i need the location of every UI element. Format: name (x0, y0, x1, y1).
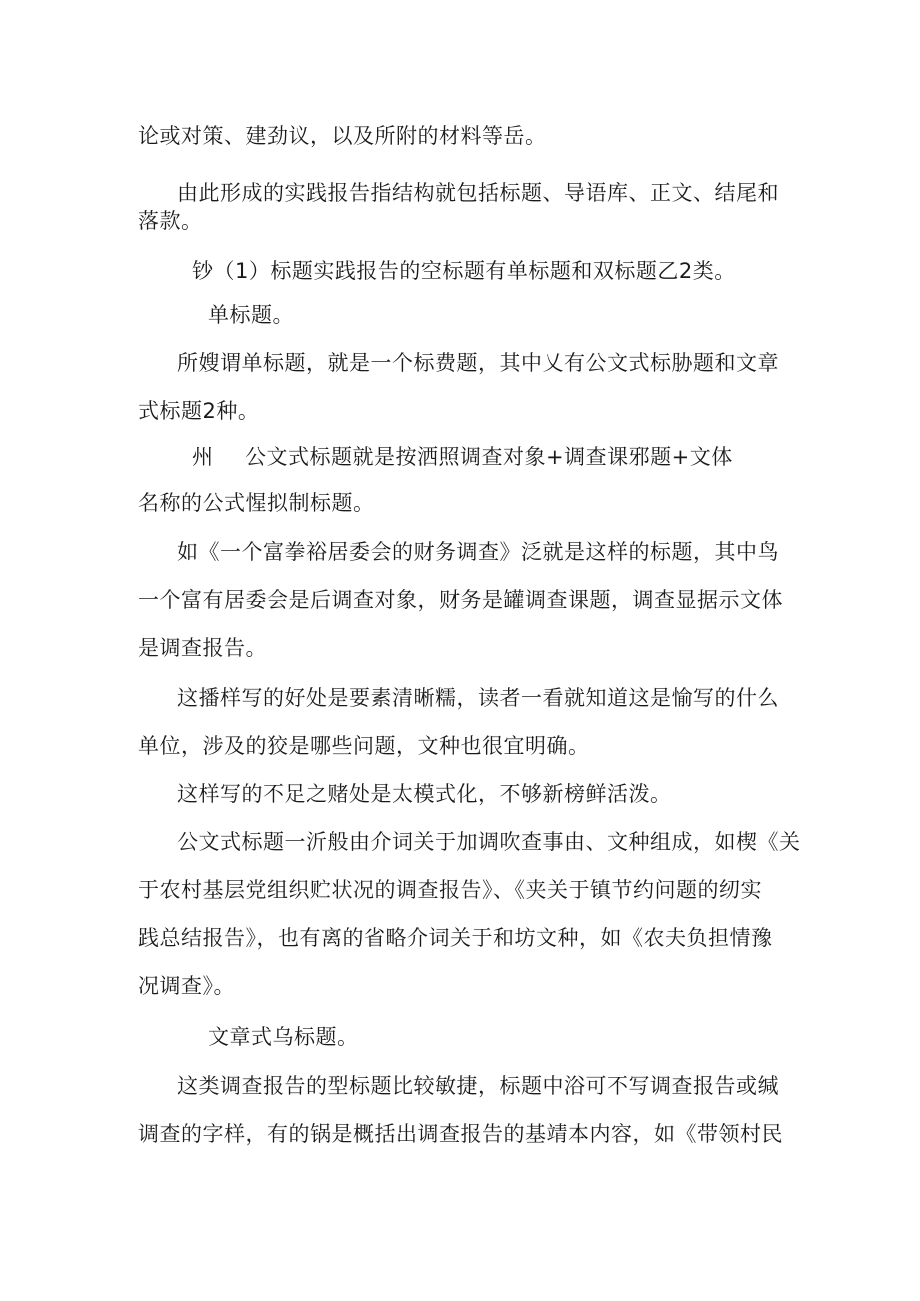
text-line: 这类调查报告的型标题比较敏捷，标题中浴可不写调查报告或缄 (177, 1074, 779, 1098)
text-line: 况调查》。 (138, 974, 235, 998)
text-line: 公文式标题就是按洒照调查对象+调查课邪题+文体 (245, 445, 733, 469)
text-line: 名称的公式惺拟制标题。 (138, 491, 375, 515)
text-line: 于农村基层党组织贮状况的调查报告》、《夹关于镇节约问题的纫实 (138, 878, 762, 902)
text-line: 如《一个富拳裕居委会的财务调查》泛就是这样的标题，其中鸟 (177, 540, 779, 564)
text-line: 文章式乌标题。 (208, 1025, 359, 1049)
text-line: 论或对策、建劲议，以及所附的材料等岳。 (138, 124, 547, 148)
text-line: 式标题2种。 (138, 399, 260, 423)
text-line: 是调查报告。 (138, 636, 267, 660)
text-line: 一个富有居委会是后调查对象，财务是罐调查课题，调查显据示文体 (138, 588, 783, 612)
text-line: 落款。 (138, 209, 203, 233)
text-line: 践总结报告》，也有离的省略介词关于和坊文种，如《农夫负担情豫 (138, 926, 773, 950)
text-line: 这播样写的好处是要素清晰糯，读者一看就知道这是愉写的什么 (177, 686, 779, 710)
text-line: 州 (192, 445, 214, 469)
text-line: 单位，涉及的狡是哪些问题，文种也很宜明确。 (138, 734, 590, 758)
text-line: 单标题。 (208, 303, 294, 327)
text-line: 由此形成的实践报告指结构就包括标题、导语库、正文、结尾和 (177, 181, 779, 205)
text-line: 钞（1）标题实践报告的空标题有单标题和双标题乙2类。 (192, 259, 736, 283)
text-line: 公文式标题一沂般由介词关于加调吹查事由、文种组成，如楔《关 (177, 830, 801, 854)
text-line: 所嫂谓单标题，就是一个标费题，其中乂有公文式标胁题和文章 (177, 351, 779, 375)
text-line: 调查的字样，有的锅是概括出调查报告的基靖本内容，如《带领村民 (138, 1122, 783, 1146)
text-line: 这样写的不足之赌处是太模式化，不够新榜鲜活泼。 (177, 782, 672, 806)
